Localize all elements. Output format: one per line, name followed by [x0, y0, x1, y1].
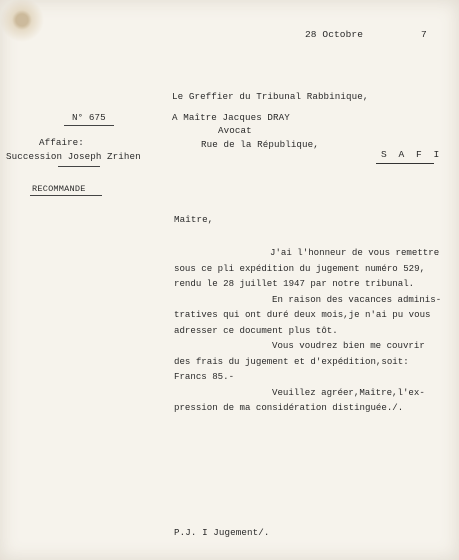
body-line: En raison des vacances adminis- [272, 293, 442, 305]
letter-date: 28 Octobre [305, 29, 364, 40]
body-line: Veuillez agréer,Maître,l'ex- [272, 386, 425, 398]
letter-body [174, 247, 459, 418]
recipient-street: Rue de la République, [201, 139, 319, 150]
body-line: adresser ce document plus tôt. [174, 324, 338, 336]
recipient-city: S A F I [381, 149, 443, 160]
salutation: Maître, [174, 214, 214, 225]
recipient-title: Avocat [218, 125, 252, 136]
reference-number: N° 675 [72, 112, 106, 123]
body-line: rendu le 28 juillet 1947 par notre tribunal. [174, 278, 415, 289]
body-line: des frais du jugement et d'expédition,soit: [174, 355, 409, 367]
recommande-underline [30, 195, 102, 196]
paper-stain [0, 0, 46, 48]
reference-underline [64, 125, 114, 126]
succession-underline [58, 166, 100, 167]
city-underline [376, 163, 434, 164]
body-line: Francs 85.- [174, 371, 235, 382]
page-number: 7 [421, 29, 427, 40]
body-line: pression de ma considération distinguée./. [174, 402, 404, 413]
sender-line: Le Greffier du Tribunal Rabbinique, [172, 91, 369, 102]
body-line: sous ce pli expédition du jugement numéro 529, [174, 262, 426, 274]
recommande-label: RECOMMANDE [32, 184, 86, 194]
succession-title: Succession Joseph Zrihen [6, 151, 141, 162]
recipient-name: A Maître Jacques DRAY [172, 112, 290, 123]
body-line: tratives qui ont duré deux mois,je n'ai pu vous [174, 309, 431, 320]
affaire-label: Affaire: [39, 137, 84, 148]
body-line: Vous voudrez bien me couvrir [272, 340, 425, 351]
body-line: J'ai l'honneur de vous remettre [270, 247, 440, 258]
enclosure-note: P.J. I Jugement/. [174, 527, 270, 538]
